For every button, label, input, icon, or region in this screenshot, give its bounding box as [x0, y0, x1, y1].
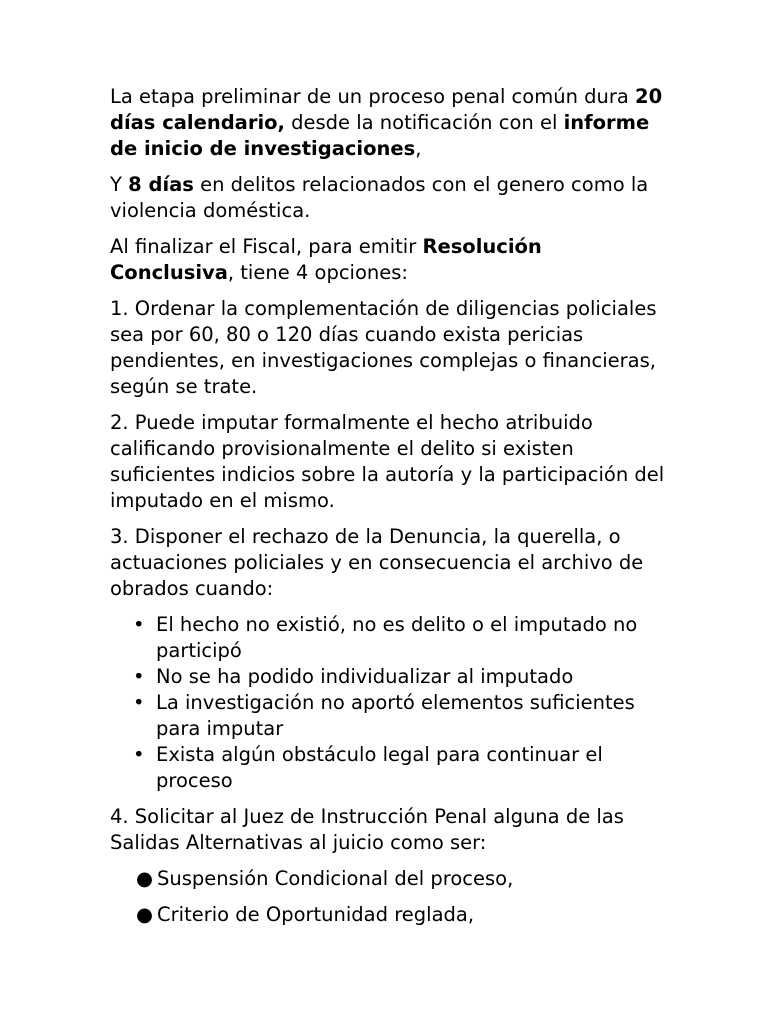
list-item-text: No se ha podido individualizar al imputado: [156, 665, 574, 688]
conclusion-text-a: Al finalizar el Fiscal, para emitir: [110, 235, 423, 258]
conclusion-resolution-bold: Resolución Conclusiva: [110, 235, 542, 284]
list-item-text: La investigación no aportó elementos suficientes para imputar: [156, 691, 635, 740]
alternative-item: [136, 866, 670, 892]
list-item: [133, 690, 670, 742]
bullet-icon: •: [133, 613, 145, 636]
alternative-item: [136, 902, 670, 928]
dv-text-c: en delitos relacionados con el genero como la violencia doméstica.: [110, 173, 649, 222]
conclusion-paragraph: [110, 234, 670, 286]
intro-text-a: La etapa preliminar de un proceso penal común dura: [110, 85, 636, 108]
option-4-paragraph: 4. Solicitar al Juez de Instrucción Penal alguna de las Salidas Alternativas al juicio como ser:: [110, 805, 624, 854]
filled-circle-icon: ●: [136, 903, 154, 926]
list-item: [133, 612, 670, 664]
intro-paragraph: [110, 84, 670, 162]
list-item: [133, 664, 670, 690]
document-body: [110, 84, 670, 938]
intro-text-e: ,: [415, 137, 422, 160]
bullet-icon: •: [133, 665, 145, 688]
bullet-icon: •: [133, 691, 145, 714]
dv-text-a: Y: [110, 173, 129, 196]
rejection-conditions-list: [110, 612, 670, 794]
option-1-paragraph: 1. Ordenar la complementación de diligencias policiales sea por 60, 80 o 120 días cuando exista pericias pendientes, en investigaciones complejas o financieras, según se trate.: [110, 297, 657, 398]
conclusion-text-c: , tiene 4 opciones:: [227, 261, 408, 284]
list-item-text: Exista algún obstáculo legal para continuar el proceso: [156, 743, 603, 792]
bullet-icon: •: [133, 743, 145, 766]
intro-text-c: desde la notificación con el: [284, 111, 564, 134]
option-3-paragraph: 3. Disponer el rechazo de la Denuncia, la querella, o actuaciones policiales y en consecuencia el archivo de obrados cuando:: [110, 525, 644, 600]
option-2-paragraph: 2. Puede imputar formalmente el hecho atribuido calificando provisionalmente el delito si existen suficientes indicios sobre la autoría y la participación del imputado en el mismo.: [110, 411, 665, 512]
dv-days-bold: 8 días: [128, 173, 194, 196]
alternative-item-text: Suspensión Condicional del proceso,: [157, 867, 514, 890]
filled-circle-icon: ●: [136, 867, 154, 890]
alternative-item-text: Criterio de Oportunidad reglada,: [157, 903, 475, 926]
list-item-text: El hecho no existió, no es delito o el imputado no participó: [156, 613, 638, 662]
intro-duration-bold: 20 días calendario,: [110, 85, 663, 134]
list-item: [133, 742, 670, 794]
domestic-violence-paragraph: [110, 172, 670, 224]
intro-report-bold: informe de inicio de investigaciones: [110, 111, 650, 160]
